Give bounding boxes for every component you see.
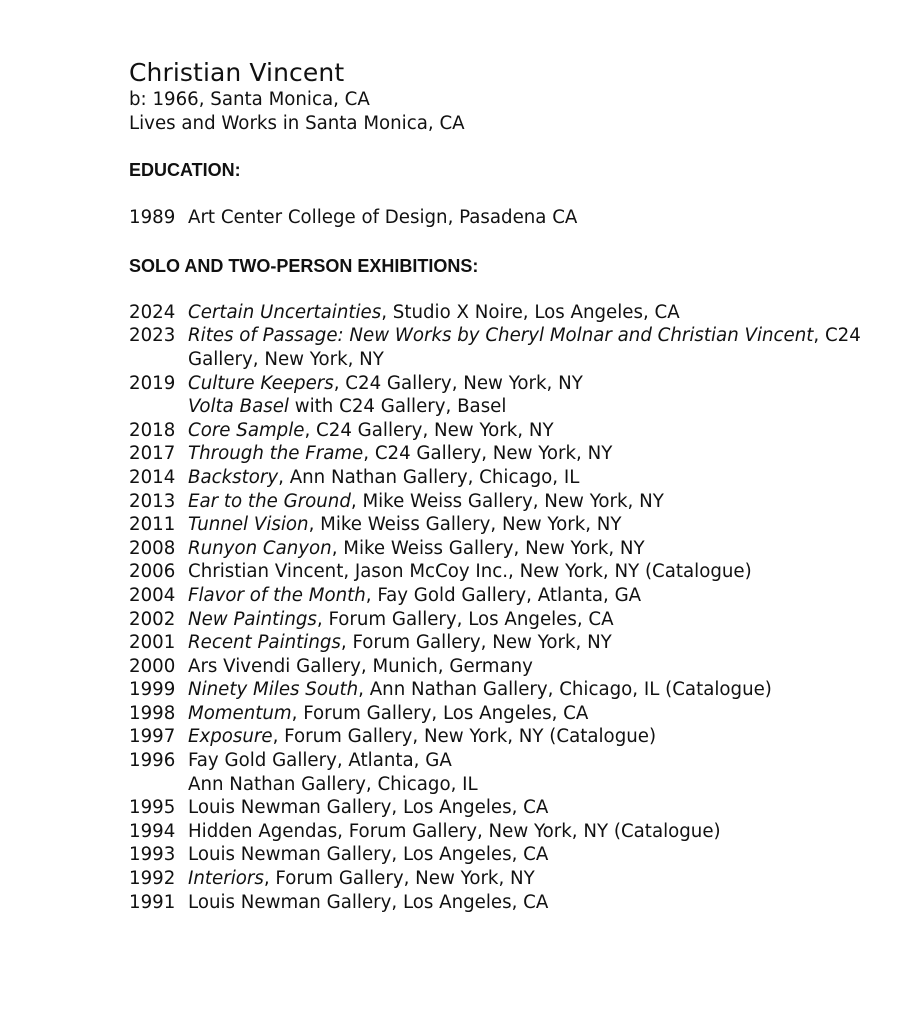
exhibition-item xyxy=(129,655,869,679)
exhibition-year: 2018 xyxy=(129,419,176,441)
education-details: Art Center College of Design, Pasadena CA xyxy=(188,207,578,229)
exhibition-entry xyxy=(188,301,869,325)
exhibition-details: , Fay Gold Gallery, Atlanta, GA xyxy=(365,584,642,606)
exhibition-item xyxy=(129,560,869,584)
exhibition-item xyxy=(129,891,869,915)
exhibitions-list xyxy=(129,301,869,914)
exhibition-title: Rites of Passage: New Works by Cheryl Molnar and Christian Vincent xyxy=(188,325,814,347)
exhibition-year: 2017 xyxy=(129,443,176,465)
exhibition-title: Through the Frame xyxy=(188,443,364,465)
exhibition-entry xyxy=(188,490,869,514)
exhibition-entry xyxy=(188,891,869,915)
exhibition-details: Hidden Agendas, Forum Gallery, New York, NY (Catalogue) xyxy=(188,820,721,842)
exhibition-details: , Studio X Noire, Los Angeles, CA xyxy=(381,301,680,323)
exhibition-title: Ninety Miles South xyxy=(188,679,359,701)
exhibition-item xyxy=(129,749,869,773)
exhibition-year: 1997 xyxy=(129,726,176,748)
exhibition-details: , Mike Weiss Gallery, New York, NY xyxy=(308,514,622,536)
exhibition-title: New Paintings xyxy=(188,608,317,630)
exhibition-year xyxy=(129,773,188,797)
exhibition-details: , C24 Gallery, New York, NY xyxy=(188,325,861,370)
exhibition-year: 2019 xyxy=(129,372,176,394)
exhibition-entry xyxy=(188,796,869,820)
education-year: 1989 xyxy=(129,207,176,229)
exhibition-entry xyxy=(188,749,869,773)
exhibition-entry xyxy=(188,419,869,443)
education-entry xyxy=(188,206,869,230)
exhibition-year: 1994 xyxy=(129,820,176,842)
education-item xyxy=(129,206,869,230)
exhibition-title: Tunnel Vision xyxy=(188,514,309,536)
exhibition-item xyxy=(129,466,869,490)
exhibition-year: 1993 xyxy=(129,844,176,866)
exhibition-year: 1992 xyxy=(129,868,176,890)
exhibition-year: 2002 xyxy=(129,608,176,630)
exhibition-item xyxy=(129,867,869,891)
exhibition-title: Interiors xyxy=(188,868,264,890)
exhibition-entry xyxy=(188,867,869,891)
exhibition-item xyxy=(129,584,869,608)
exhibition-entry xyxy=(188,678,869,702)
exhibition-item xyxy=(129,442,869,466)
exhibition-details: , Ann Nathan Gallery, Chicago, IL (Catalogue) xyxy=(358,679,772,701)
exhibition-year: 2008 xyxy=(129,537,176,559)
education-list xyxy=(129,206,869,230)
exhibition-details: Louis Newman Gallery, Los Angeles, CA xyxy=(188,891,549,913)
exhibition-entry xyxy=(188,324,869,371)
exhibition-title: Exposure xyxy=(188,726,273,748)
exhibition-entry xyxy=(188,725,869,749)
education-heading: EDUCATION: xyxy=(129,160,241,181)
exhibition-entry xyxy=(188,702,869,726)
exhibition-details: , C24 Gallery, New York, NY xyxy=(304,419,554,441)
exhibition-entry xyxy=(188,513,869,537)
exhibition-title: Momentum xyxy=(188,702,292,724)
exhibition-details: , Forum Gallery, New York, NY xyxy=(263,868,535,890)
exhibition-title: Certain Uncertainties xyxy=(188,301,382,323)
exhibition-title: Core Sample xyxy=(188,419,305,441)
exhibition-details: , Ann Nathan Gallery, Chicago, IL xyxy=(278,466,580,488)
exhibition-title: Backstory xyxy=(188,466,279,488)
exhibition-item xyxy=(129,537,869,561)
exhibition-item xyxy=(129,702,869,726)
exhibition-title: Culture Keepers xyxy=(188,372,334,394)
exhibition-details: , Forum Gallery, Los Angeles, CA xyxy=(316,608,614,630)
exhibition-details: Ann Nathan Gallery, Chicago, IL xyxy=(188,773,478,795)
exhibition-details: , C24 Gallery, New York, NY xyxy=(363,443,613,465)
exhibition-details: Christian Vincent, Jason McCoy Inc., New York, NY (Catalogue) xyxy=(188,561,752,583)
exhibition-item xyxy=(129,395,869,419)
exhibition-details: , Mike Weiss Gallery, New York, NY xyxy=(350,490,664,512)
exhibition-item xyxy=(129,490,869,514)
exhibition-year: 1991 xyxy=(129,891,176,913)
exhibition-year: 1998 xyxy=(129,702,176,724)
exhibition-entry xyxy=(188,560,869,584)
exhibition-year: 2024 xyxy=(129,301,176,323)
exhibition-title: Runyon Canyon xyxy=(188,537,332,559)
exhibition-entry xyxy=(188,466,869,490)
exhibition-year: 2013 xyxy=(129,490,176,512)
exhibition-item xyxy=(129,631,869,655)
exhibition-entry xyxy=(188,655,869,679)
exhibition-year: 2014 xyxy=(129,466,176,488)
exhibition-entry xyxy=(188,537,869,561)
exhibition-title: Volta Basel xyxy=(188,396,289,418)
exhibition-title: Flavor of the Month xyxy=(188,584,366,606)
exhibition-item xyxy=(129,796,869,820)
exhibition-details: Ars Vivendi Gallery, Munich, Germany xyxy=(188,655,533,677)
exhibition-item xyxy=(129,301,869,325)
exhibition-year: 1995 xyxy=(129,797,176,819)
exhibition-details: Fay Gold Gallery, Atlanta, GA xyxy=(188,750,452,772)
exhibition-year: 1996 xyxy=(129,750,176,772)
exhibition-year: 2001 xyxy=(129,632,176,654)
exhibition-item xyxy=(129,513,869,537)
exhibition-title: Recent Paintings xyxy=(188,632,341,654)
exhibition-entry xyxy=(188,608,869,632)
exhibition-details: , Forum Gallery, Los Angeles, CA xyxy=(291,702,589,724)
exhibition-item xyxy=(129,608,869,632)
exhibition-item xyxy=(129,324,869,371)
cv-page xyxy=(129,58,869,914)
exhibition-details: with C24 Gallery, Basel xyxy=(288,396,507,418)
exhibition-entry xyxy=(188,820,869,844)
exhibition-year: 2023 xyxy=(129,325,176,347)
exhibition-details: Louis Newman Gallery, Los Angeles, CA xyxy=(188,844,549,866)
exhibition-details: , C24 Gallery, New York, NY xyxy=(333,372,583,394)
exhibition-title: Ear to the Ground xyxy=(188,490,351,512)
exhibitions-heading: SOLO AND TWO-PERSON EXHIBITIONS: xyxy=(129,255,479,276)
exhibition-year: 2006 xyxy=(129,561,176,583)
exhibition-entry xyxy=(188,395,869,419)
exhibition-year xyxy=(129,395,188,419)
exhibition-year: 2000 xyxy=(129,655,176,677)
exhibition-item xyxy=(129,678,869,702)
exhibition-entry xyxy=(188,584,869,608)
exhibition-details: , Mike Weiss Gallery, New York, NY xyxy=(331,537,645,559)
birth-info: b: 1966, Santa Monica, CA xyxy=(129,89,370,110)
exhibition-item xyxy=(129,419,869,443)
exhibition-item xyxy=(129,372,869,396)
exhibition-entry xyxy=(188,773,869,797)
exhibition-details: , Forum Gallery, New York, NY xyxy=(340,632,612,654)
artist-name: Christian Vincent xyxy=(129,58,345,87)
exhibition-entry xyxy=(188,631,869,655)
exhibition-year: 2011 xyxy=(129,514,176,536)
residence-info: Lives and Works in Santa Monica, CA xyxy=(129,112,465,134)
exhibition-item xyxy=(129,725,869,749)
exhibition-details: Louis Newman Gallery, Los Angeles, CA xyxy=(188,797,549,819)
exhibition-item xyxy=(129,843,869,867)
exhibition-entry xyxy=(188,843,869,867)
exhibition-item xyxy=(129,820,869,844)
exhibition-entry xyxy=(188,372,869,396)
exhibition-year: 1999 xyxy=(129,679,176,701)
exhibition-item xyxy=(129,773,869,797)
exhibition-year: 2004 xyxy=(129,584,176,606)
exhibition-entry xyxy=(188,442,869,466)
exhibition-details: , Forum Gallery, New York, NY (Catalogue) xyxy=(272,726,657,748)
